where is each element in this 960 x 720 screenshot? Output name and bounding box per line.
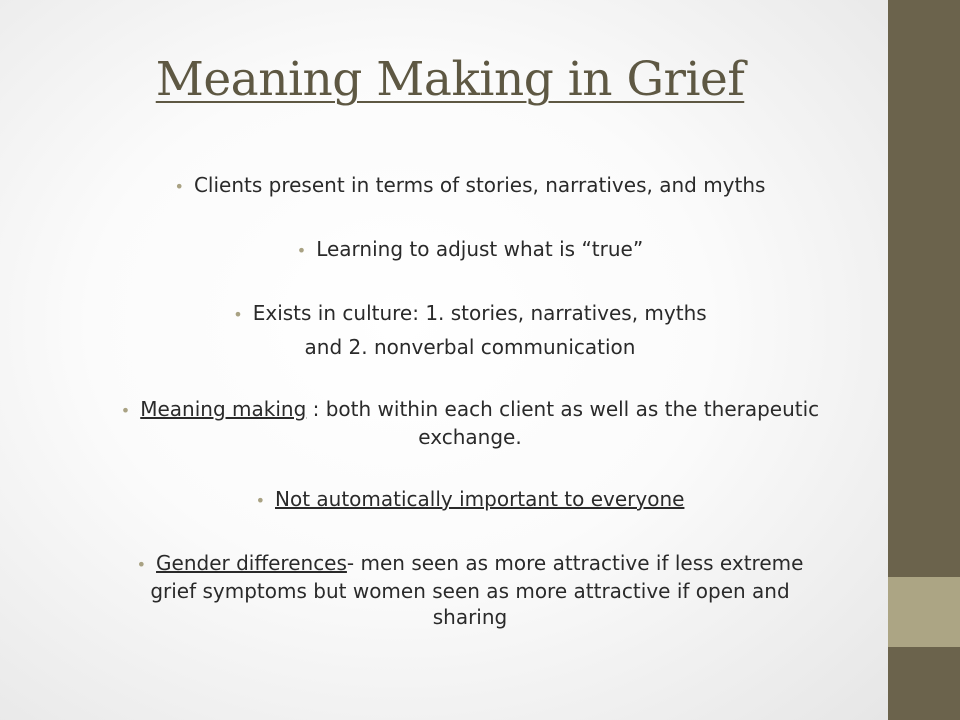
- bullet-dot-icon: •: [174, 177, 184, 196]
- bullet-underlined-text: Gender differences: [156, 551, 347, 575]
- bullet-item: [90, 550, 850, 630]
- bullet-underlined-text: Not automatically important to everyone: [275, 487, 685, 511]
- bullet-dot-icon: •: [296, 241, 307, 260]
- bullet-text-line2: and 2. nonverbal communication: [304, 335, 636, 359]
- bullet-text: Learning to adjust what is “true”: [316, 237, 644, 261]
- slide-title: Meaning Making in Grief: [155, 52, 745, 107]
- bullet-dot-icon: •: [136, 555, 147, 574]
- bullet-dot-icon: •: [255, 491, 265, 510]
- bullet-text: Clients present in terms of stories, narratives, and myths: [193, 173, 766, 197]
- bullet-dot-icon: •: [233, 305, 243, 324]
- bullet-item: [90, 300, 850, 360]
- bullet-text-line1: Exists in culture: 1. stories, narratives, myths: [252, 301, 707, 325]
- bullet-item: [90, 396, 850, 450]
- bullet-text: : both within each client as well as the therapeutic exchange.: [306, 397, 820, 449]
- bullet-item: [90, 172, 850, 200]
- bullet-text: - men seen as more attractive if less extreme grief symptoms but women seen as more attractive if open and sharing: [150, 551, 804, 629]
- bullet-dot-icon: •: [120, 401, 131, 420]
- bullet-item: [90, 236, 850, 264]
- bullet-item: [90, 486, 850, 514]
- decorative-sidebar-accent: [888, 577, 960, 647]
- bullet-underlined-text: Meaning making: [140, 397, 307, 421]
